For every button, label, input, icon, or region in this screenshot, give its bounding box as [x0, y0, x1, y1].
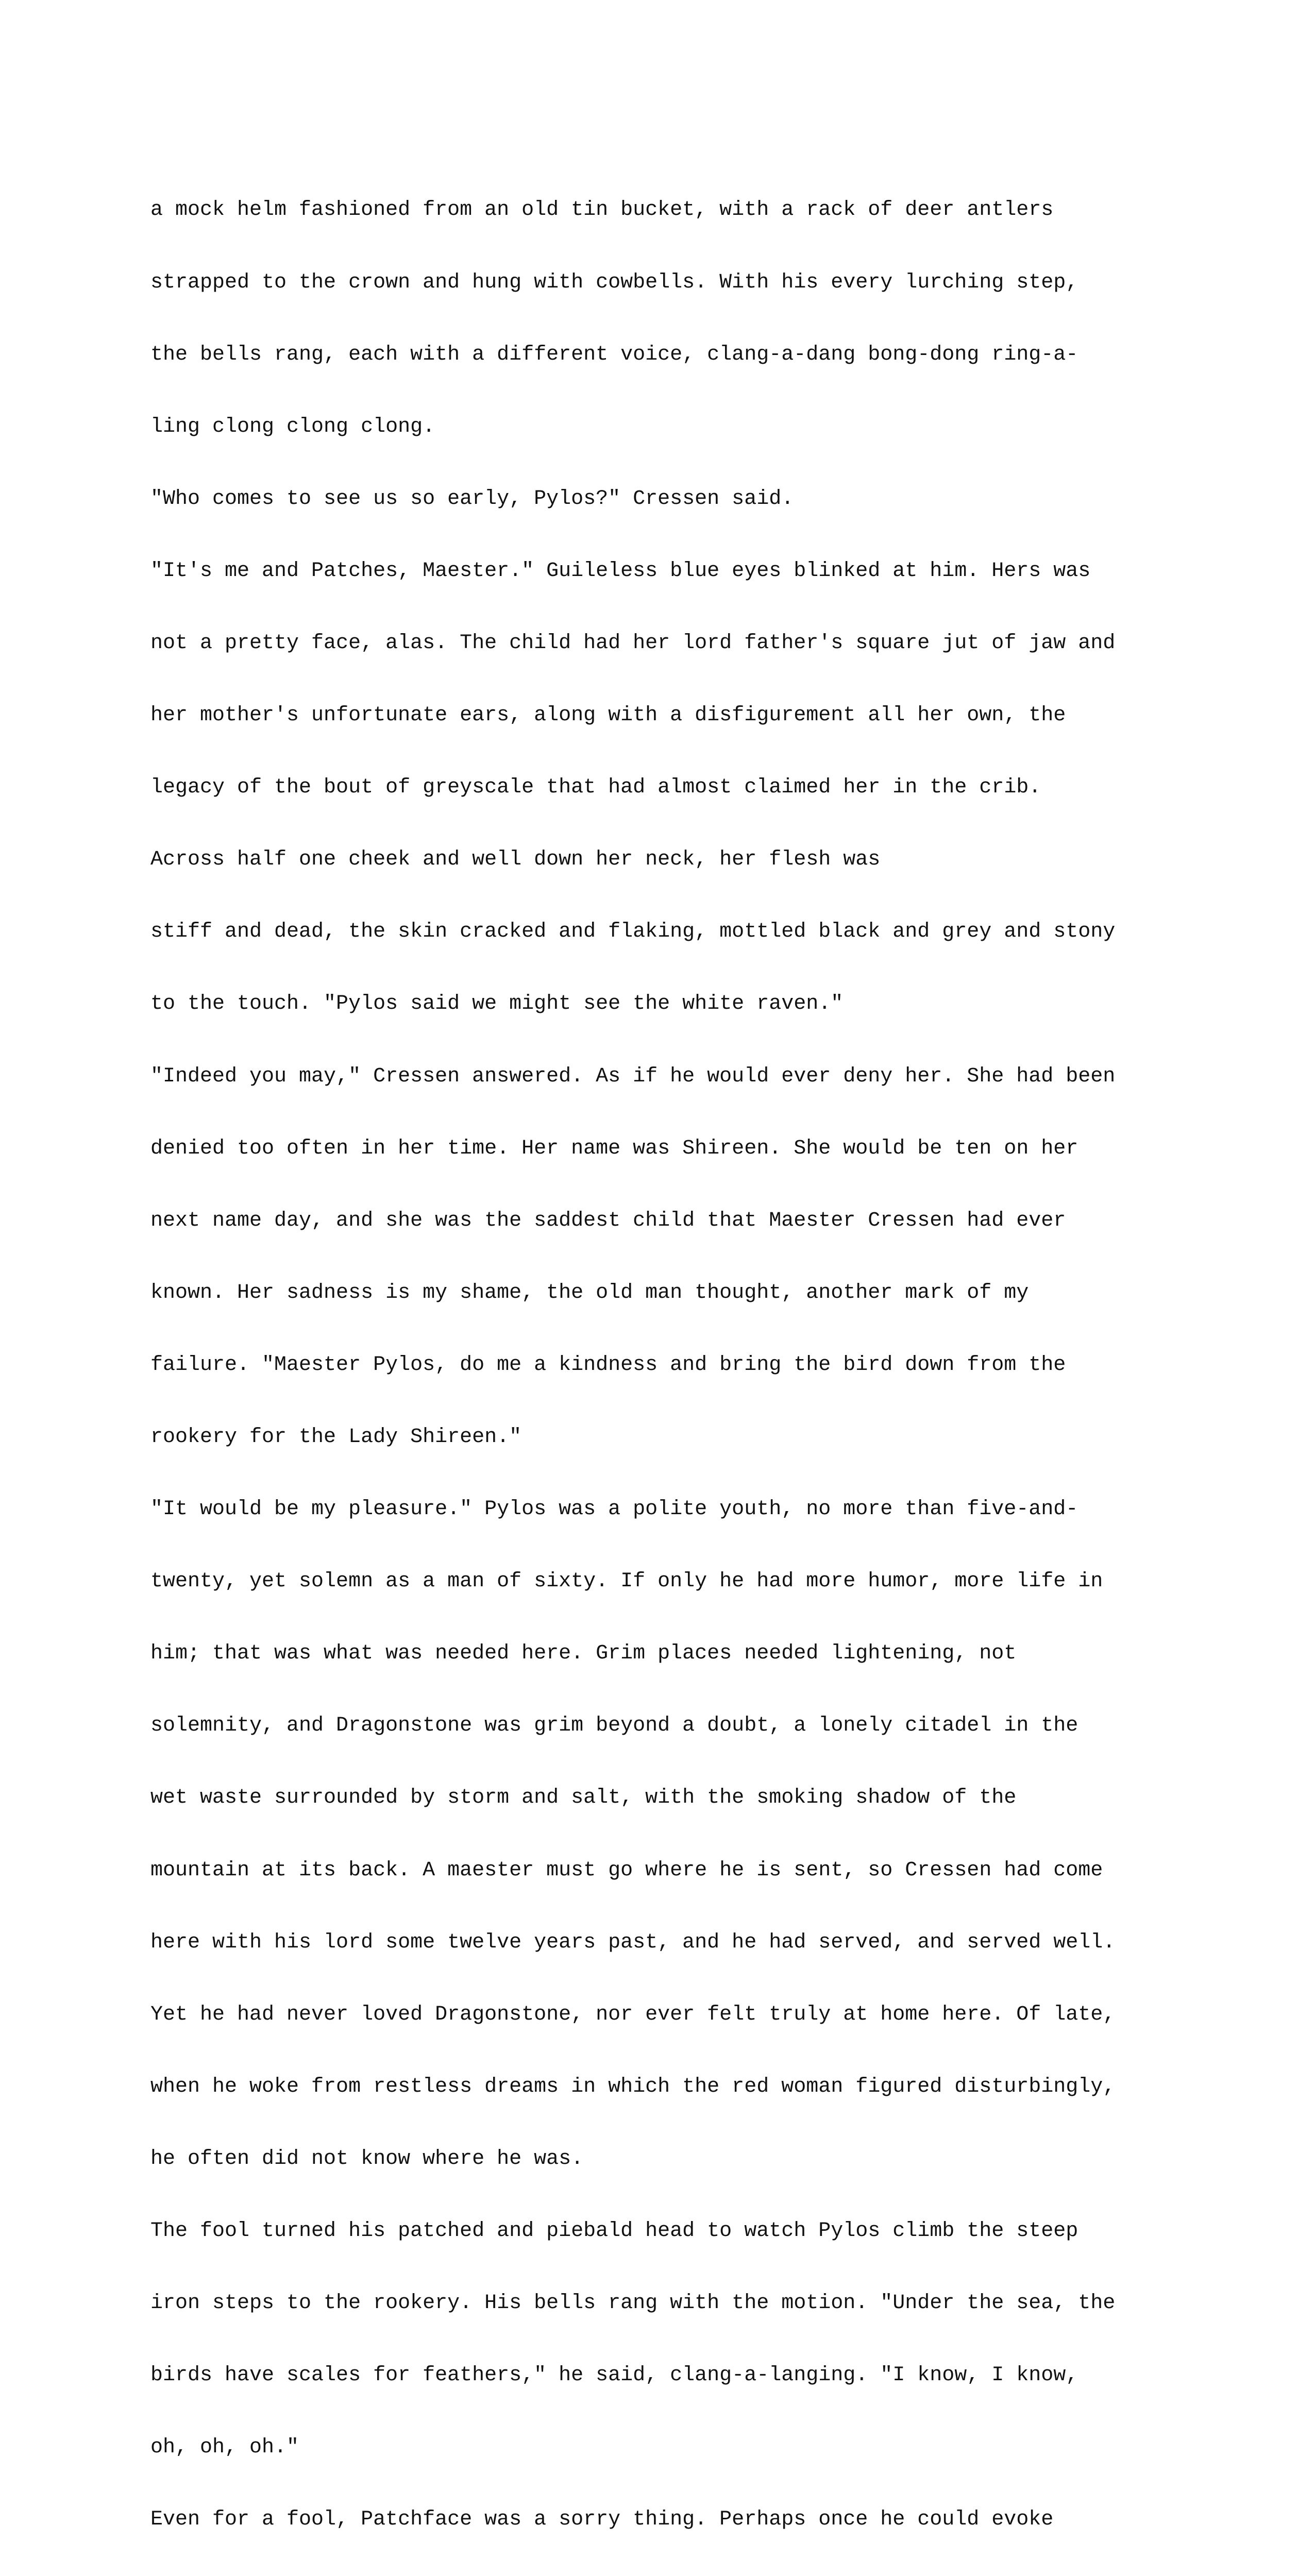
text-line: twenty, yet solemn as a man of sixty. If only he had more humor, more life in [150, 1570, 1103, 1594]
text-line: her mother's unfortunate ears, along with a disfigurement all her own, the [150, 704, 1066, 727]
text-line: he often did not know where he was. [150, 2147, 584, 2171]
text-line: legacy of the bout of greyscale that had almost claimed her in the crib. [150, 776, 1041, 800]
text-line: Yet he had never loved Dragonstone, nor ever felt truly at home here. Of late, [150, 2003, 1116, 2026]
text-line: him; that was what was needed here. Grim places needed lightening, not [150, 1642, 1017, 1666]
text-line: here with his lord some twelve years past, and he had served, and served well. [150, 1930, 1116, 1954]
text-line: solemnity, and Dragonstone was grim beyond a doubt, a lonely citadel in the [150, 1714, 1079, 1738]
text-line: denied too often in her time. Her name was Shireen. She would be ten on her [150, 1137, 1079, 1160]
text-line: oh, oh, oh." [150, 2436, 299, 2460]
text-line: ling clong clong clong. [150, 415, 435, 438]
text-line: known. Her sadness is my shame, the old man thought, another mark of my [150, 1281, 1029, 1304]
text-line: the bells rang, each with a different voice, clang-a-dang bong-dong ring-a- [150, 343, 1079, 366]
text-line: a mock helm fashioned from an old tin bucket, with a rack of deer antlers [150, 198, 1054, 222]
text-line: wet waste surrounded by storm and salt, with the smoking shadow of the [150, 1786, 1017, 1810]
text-line: not a pretty face, alas. The child had her lord father's square jut of jaw and [150, 631, 1116, 655]
text-line: when he woke from restless dreams in which the red woman figured disturbingly, [150, 2075, 1116, 2098]
text-line: mountain at its back. A maester must go where he is sent, so Cressen had come [150, 1858, 1103, 1882]
text-line: Across half one cheek and well down her neck, her flesh was [150, 848, 881, 872]
text-line: birds have scales for feathers," he said, clang-a-langing. "I know, I know, [150, 2364, 1079, 2387]
text-line: "It would be my pleasure." Pylos was a polite youth, no more than five-and- [150, 1498, 1079, 1521]
text-line: iron steps to the rookery. His bells rang with the motion. "Under the sea, the [150, 2292, 1116, 2315]
text-line: strapped to the crown and hung with cowbells. With his every lurching step, [150, 270, 1079, 294]
text-line: "It's me and Patches, Maester." Guileless blue eyes blinked at him. Hers was [150, 559, 1091, 583]
text-line: rookery for the Lady Shireen." [150, 1426, 522, 1449]
text-line: failure. "Maester Pylos, do me a kindness and bring the bird down from the [150, 1353, 1066, 1377]
text-line: "Who comes to see us so early, Pylos?" Cressen said. [150, 487, 794, 511]
body-text [150, 150, 1181, 2576]
text-line: stiff and dead, the skin cracked and flaking, mottled black and grey and stony [150, 920, 1116, 944]
text-line: "Indeed you may," Cressen answered. As if he would ever deny her. She had been [150, 1064, 1116, 1088]
text-line: to the touch. "Pylos said we might see the white raven." [150, 992, 844, 1016]
text-line: Even for a fool, Patchface was a sorry thing. Perhaps once he could evoke [150, 2508, 1054, 2532]
text-line: next name day, and she was the saddest child that Maester Cressen had ever [150, 1209, 1066, 1232]
text-line: The fool turned his patched and piebald head to watch Pylos climb the steep [150, 2219, 1079, 2243]
